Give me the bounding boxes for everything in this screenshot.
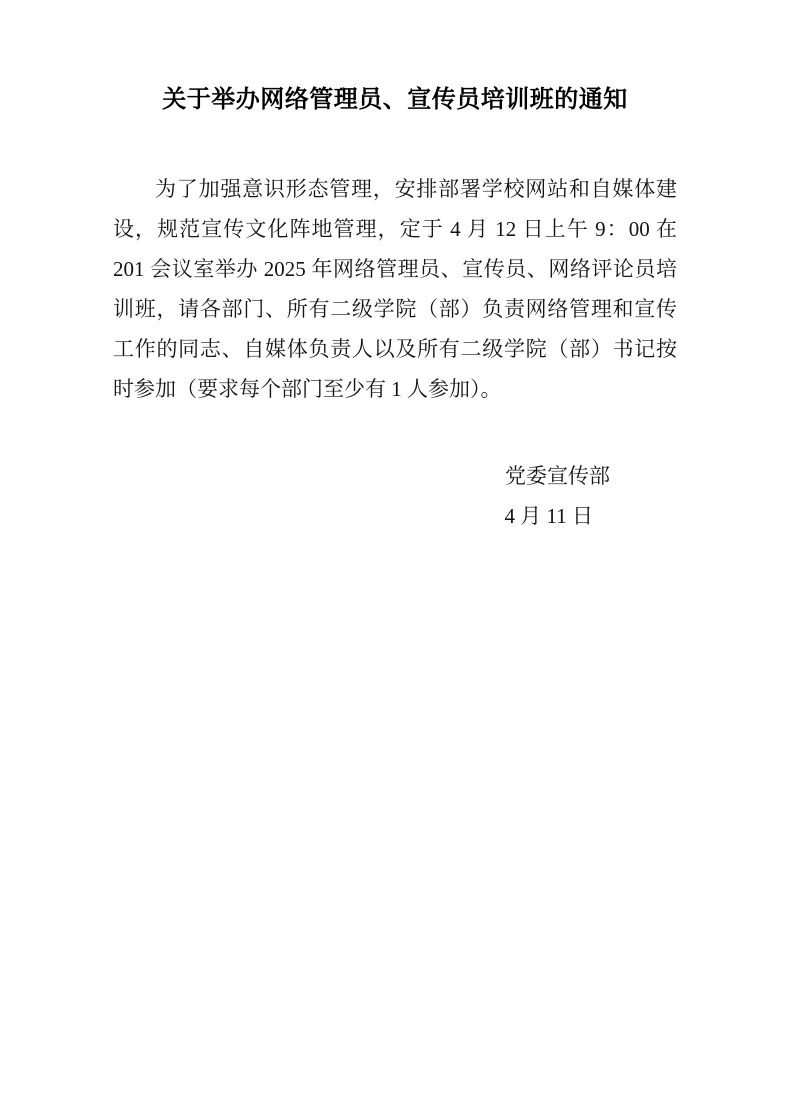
body-line-1: 为了加强意识形态管理，安排部署学校网站和自媒体建 (155, 177, 677, 201)
signature-date: 4 月 11 日 (504, 504, 593, 528)
body-line-3: 201 会议室举办 2025 年网络管理员、宣传员、网络评论员培 (113, 257, 677, 281)
body-line-5: 工作的同志、自媒体负责人以及所有二级学院（部）书记按 (113, 337, 677, 361)
body-line-4: 训班，请各部门、所有二级学院（部）负责网络管理和宣传 (113, 297, 677, 321)
notice-body (113, 169, 677, 409)
signature-department: 党委宣传部 (505, 464, 610, 488)
body-line-2: 设，规范宣传文化阵地管理，定于 4 月 12 日上午 9：00 在 (113, 217, 677, 241)
body-line-6: 时参加（要求每个部门至少有 1 人参加）。 (113, 377, 502, 401)
document-title: 关于举办网络管理员、宣传员培训班的通知 (162, 86, 628, 113)
signature-block (113, 456, 677, 536)
